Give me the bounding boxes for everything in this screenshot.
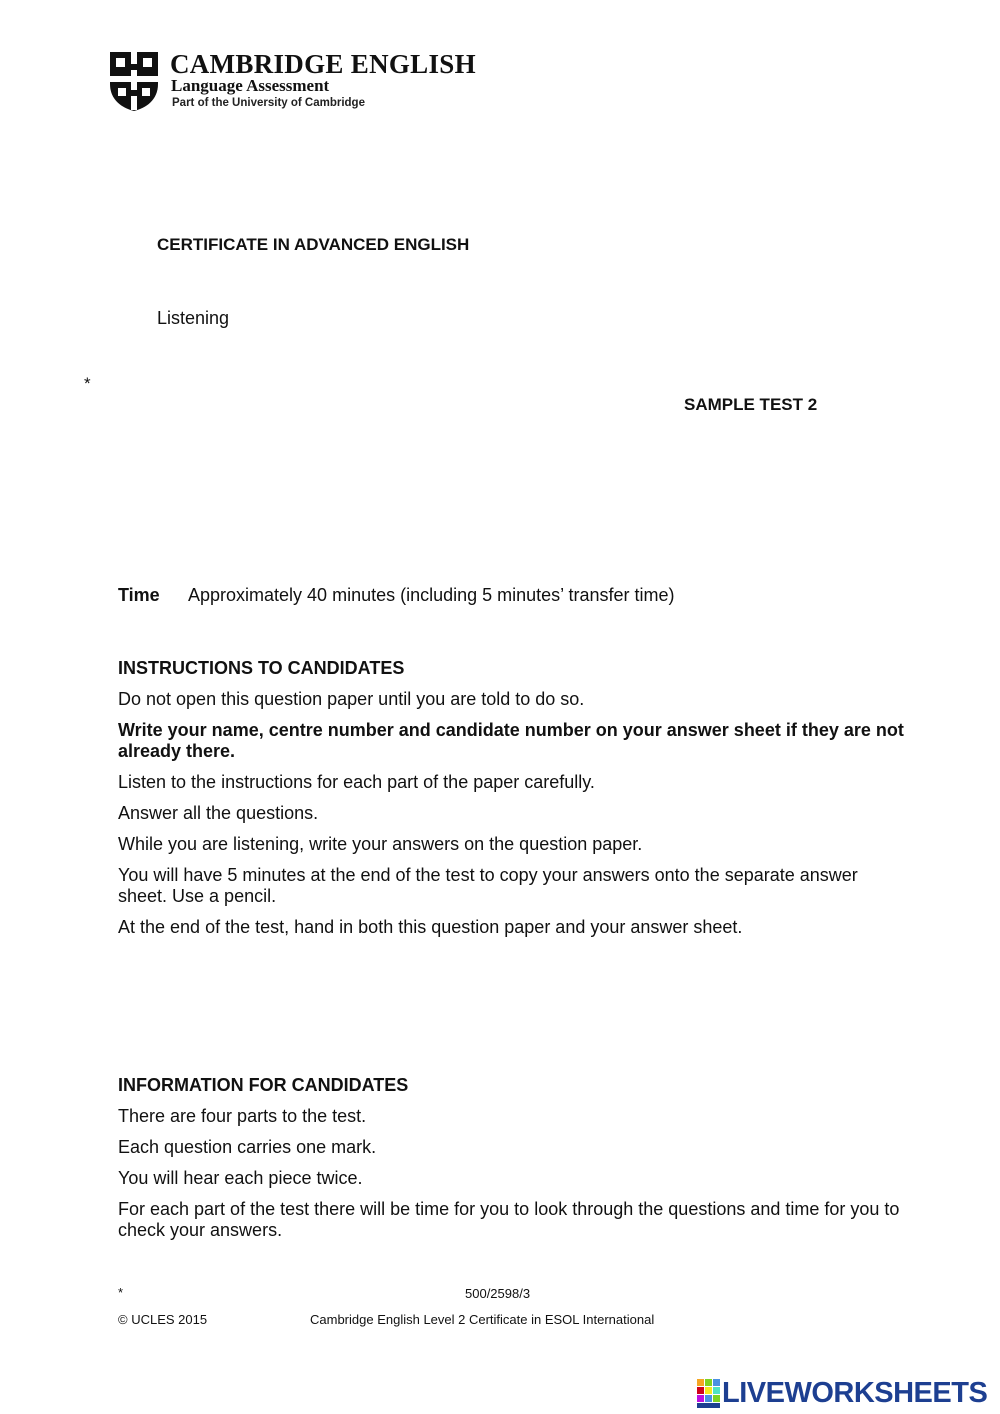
instruction-item: Do not open this question paper until you are told to do so.	[118, 689, 585, 709]
paper-name: Listening	[157, 308, 230, 328]
logo-part-of: Part of the University of Cambridge	[172, 97, 365, 109]
liveworksheets-logo-icon	[697, 1379, 721, 1409]
information-section	[118, 1075, 908, 1251]
instruction-item: While you are listening, write your answers on the question paper.	[118, 834, 643, 854]
information-item: For each part of the test there will be time for you to look through the questions and time for you to check your answers.	[118, 1199, 900, 1240]
footer-copyright: © UCLES 2015	[118, 1312, 208, 1327]
instruction-item: Write your name, centre number and candidate number on your answer sheet if they are not already there.	[118, 720, 904, 761]
time-value: Approximately 40 minutes (including 5 minutes’ transfer time)	[188, 585, 675, 605]
instruction-item: At the end of the test, hand in both this question paper and your answer sheet.	[118, 917, 743, 937]
information-heading: INFORMATION FOR CANDIDATES	[118, 1075, 409, 1095]
instructions-heading: INSTRUCTIONS TO CANDIDATES	[118, 658, 405, 678]
instruction-item: Answer all the questions.	[118, 803, 319, 823]
sample-test-label: SAMPLE TEST 2	[684, 395, 818, 414]
footer-level: Cambridge English Level 2 Certificate in ESOL International	[310, 1312, 655, 1327]
information-item: You will hear each piece twice.	[118, 1168, 363, 1188]
logo-subtitle: Language Assessment	[171, 76, 330, 95]
instructions-section	[118, 658, 908, 948]
logo-title: CAMBRIDGE ENGLISH	[170, 49, 476, 79]
cambridge-shield-icon	[108, 50, 160, 112]
footer-asterisk: *	[118, 1285, 124, 1300]
instruction-item: You will have 5 minutes at the end of the test to copy your answers onto the separate answer sheet. Use a pencil.	[118, 865, 858, 906]
footer-paper-code: 500/2598/3	[465, 1286, 531, 1301]
instruction-item: Listen to the instructions for each part of the paper carefully.	[118, 772, 595, 792]
certificate-title: CERTIFICATE IN ADVANCED ENGLISH	[157, 235, 470, 254]
side-asterisk: *	[84, 374, 91, 393]
time-label: Time	[118, 585, 160, 605]
information-item: Each question carries one mark.	[118, 1137, 377, 1157]
information-item: There are four parts to the test.	[118, 1106, 367, 1126]
liveworksheets-watermark: LIVEWORKSHEETS	[722, 1377, 988, 1409]
